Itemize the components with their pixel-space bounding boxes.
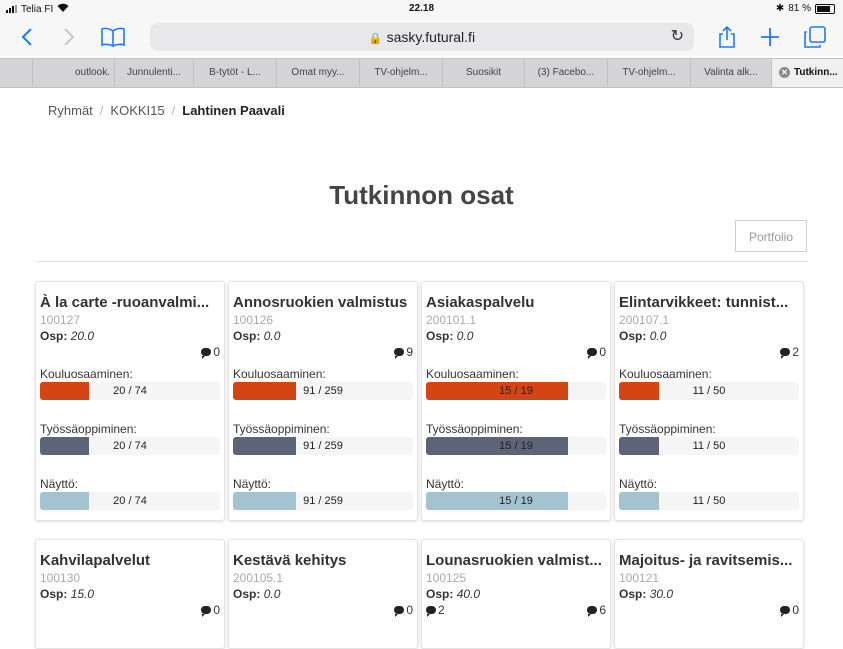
comment-count-value: 2 (792, 345, 799, 359)
osp-label: Osp: (233, 329, 261, 343)
comment-count[interactable] (587, 603, 606, 617)
breadcrumb (48, 103, 285, 118)
osp-label: Osp: (233, 587, 261, 601)
card-comments (40, 603, 220, 619)
comment-count-value: 0 (213, 345, 220, 359)
comment-count-value: 6 (599, 603, 606, 617)
osp-label: Osp: (40, 587, 68, 601)
koulu-progress-bar (233, 382, 413, 400)
comment-icon (780, 606, 790, 614)
osp-value: 0.0 (263, 587, 281, 601)
course-card[interactable] (614, 281, 804, 521)
breadcrumb-separator: / (171, 103, 176, 118)
bluetooth-icon: ✱ (775, 3, 785, 14)
clock: 22.18 (408, 3, 435, 14)
naytto-label: Näyttö: (233, 477, 272, 491)
card-title[interactable]: Asiakaspalvelu (426, 294, 535, 311)
battery-icon (815, 4, 835, 14)
card-comments (233, 603, 413, 619)
card-comments (426, 345, 606, 361)
osp-value: 0.0 (263, 329, 281, 343)
tyo-progress-text: 91 / 259 (303, 440, 343, 452)
naytto-progress-text: 91 / 259 (303, 495, 343, 507)
card-code: 100130 (40, 571, 81, 585)
card-title[interactable]: À la carte -ruoanvalmi... (40, 294, 210, 311)
tab-outlook[interactable]: outlook. (33, 59, 115, 87)
new-tab-icon[interactable] (755, 23, 785, 51)
forward-icon[interactable] (54, 23, 84, 51)
tyo-progress-text: 11 / 50 (692, 440, 726, 452)
tab-valinta[interactable]: Valinta alk... (691, 59, 772, 87)
naytto-progress-bar (40, 492, 220, 510)
card-title[interactable]: Majoitus- ja ravitsemis... (619, 552, 793, 569)
card-osp (233, 329, 413, 343)
close-tab-icon[interactable]: ✕ (779, 67, 790, 78)
koulu-label: Kouluosaaminen: (619, 367, 712, 381)
tyo-progress-text: 15 / 19 (499, 440, 533, 452)
koulu-label: Kouluosaaminen: (40, 367, 133, 381)
url-text: sasky.futural.fi (386, 29, 476, 45)
card-title[interactable]: Kahvilapalvelut (40, 552, 151, 569)
card-comments (40, 345, 220, 361)
tab-tv-ohjelm-1[interactable]: TV-ohjelm... (360, 59, 443, 87)
status-bar (0, 0, 843, 18)
naytto-label: Näyttö: (619, 477, 658, 491)
tab-tv-ohjelm-2[interactable]: TV-ohjelm... (608, 59, 691, 87)
card-osp (619, 587, 799, 601)
comment-count-value: 0 (213, 603, 220, 617)
osp-value: 30.0 (649, 587, 674, 601)
naytto-label: Näyttö: (40, 477, 79, 491)
browser-toolbar (0, 18, 843, 56)
comment-icon (587, 606, 597, 614)
tyo-label: Työssäoppiminen: (40, 422, 137, 436)
osp-value: 15.0 (70, 587, 95, 601)
comment-count[interactable] (201, 603, 220, 617)
tyo-progress-text: 20 / 74 (113, 440, 147, 452)
back-icon[interactable] (12, 23, 42, 51)
osp-label: Osp: (619, 587, 647, 601)
card-code: 100126 (233, 313, 274, 327)
naytto-progress-text: 11 / 50 (692, 495, 726, 507)
page-title: Tutkinnon osat (329, 180, 514, 210)
osp-label: Osp: (426, 587, 454, 601)
breadcrumb-separator: / (99, 103, 104, 118)
comment-icon (780, 348, 790, 356)
osp-label: Osp: (40, 329, 68, 343)
card-osp (233, 587, 413, 601)
osp-value: 20.0 (70, 329, 95, 343)
comment-count-value: 0 (406, 603, 413, 617)
reload-icon[interactable]: ↻ (670, 28, 684, 45)
tyo-progress-bar (619, 437, 799, 455)
tab-pinned[interactable] (0, 59, 33, 87)
tab-junnulenti[interactable]: Junnulenti... (115, 59, 194, 87)
battery-percent: 81 % (788, 3, 811, 14)
naytto-progress-text: 20 / 74 (113, 495, 147, 507)
card-title[interactable]: Kestävä kehitys (233, 552, 347, 569)
card-title[interactable]: Elintarvikkeet: tunnist... (619, 294, 789, 311)
osp-label: Osp: (619, 329, 647, 343)
koulu-progress-bar (619, 382, 799, 400)
tabs-overview-icon[interactable] (800, 23, 830, 51)
share-icon[interactable] (712, 23, 742, 51)
comment-count-value: 0 (792, 603, 799, 617)
tab-strip (0, 58, 843, 88)
comment-count[interactable] (394, 603, 413, 617)
osp-value: 0.0 (649, 329, 667, 343)
card-comments (619, 345, 799, 361)
comment-icon (426, 606, 436, 614)
card-osp (40, 587, 220, 601)
comment-count[interactable] (394, 345, 413, 359)
card-code: 200105.1 (233, 571, 284, 585)
card-osp (426, 329, 606, 343)
koulu-progress-text: 15 / 19 (499, 385, 533, 397)
koulu-progress-bar (426, 382, 606, 400)
card-code: 200107.1 (619, 313, 670, 327)
course-card[interactable] (421, 281, 611, 521)
comment-count-value: 0 (599, 345, 606, 359)
card-comments (426, 603, 606, 619)
tab-tutkinnon-active[interactable] (772, 59, 843, 87)
comment-count-left-value: 2 (438, 603, 445, 617)
breadcrumb-ryhmat[interactable]: Ryhmät (48, 103, 93, 118)
breadcrumb-kokki15[interactable]: KOKKI15 (110, 103, 165, 118)
tab-b-tytot[interactable]: B-tytöt - L... (194, 59, 277, 87)
card-comments (233, 345, 413, 361)
status-right (776, 3, 835, 14)
comment-count[interactable] (201, 345, 220, 359)
koulu-label: Kouluosaaminen: (233, 367, 326, 381)
tyo-progress-bar (40, 437, 220, 455)
address-bar[interactable] (150, 23, 694, 51)
card-title[interactable]: Annosruokien valmistus (233, 294, 408, 311)
koulu-progress-text: 20 / 74 (113, 385, 147, 397)
comment-count-value: 9 (406, 345, 413, 359)
comment-icon (394, 348, 404, 356)
card-code: 100127 (40, 313, 81, 327)
breadcrumb-current: Lahtinen Paavali (182, 103, 285, 118)
osp-value: 40.0 (456, 587, 481, 601)
comment-icon (587, 348, 597, 356)
carrier-label: Telia FI (21, 3, 54, 15)
koulu-progress-text: 91 / 259 (303, 385, 343, 397)
comment-icon (201, 348, 211, 356)
koulu-progress-bar (40, 382, 220, 400)
tab-active-label: Tutkinn... (794, 67, 838, 78)
tyo-progress-bar (233, 437, 413, 455)
lock-icon: 🔒 (368, 33, 383, 45)
card-code: 100121 (619, 571, 660, 585)
naytto-progress-bar (426, 492, 606, 510)
comment-count-left[interactable] (426, 603, 445, 617)
osp-label: Osp: (426, 329, 454, 343)
naytto-progress-bar (233, 492, 413, 510)
comment-count[interactable] (780, 603, 799, 617)
comment-icon (394, 606, 404, 614)
bookmarks-icon[interactable] (97, 23, 129, 51)
tyo-label: Työssäoppiminen: (426, 422, 523, 436)
tyo-progress-bar (426, 437, 606, 455)
card-osp (619, 329, 799, 343)
card-code: 100125 (426, 571, 467, 585)
card-title[interactable]: Lounasruokien valmist... (426, 552, 602, 569)
divider (36, 261, 808, 262)
tab-omat-myy[interactable]: Omat myy... (277, 59, 360, 87)
naytto-progress-bar (619, 492, 799, 510)
course-card[interactable] (228, 281, 418, 521)
card-code: 200101.1 (426, 313, 477, 327)
comment-count[interactable] (587, 345, 606, 359)
naytto-label: Näyttö: (426, 477, 465, 491)
comment-count[interactable] (780, 345, 799, 359)
tab-facebook[interactable]: (3) Facebo... (525, 59, 608, 87)
portfolio-button[interactable]: Portfolio (735, 220, 807, 252)
tyo-label: Työssäoppiminen: (619, 422, 716, 436)
tyo-label: Työssäoppiminen: (233, 422, 330, 436)
koulu-label: Kouluosaaminen: (426, 367, 519, 381)
card-osp (40, 329, 220, 343)
course-card[interactable] (35, 281, 225, 521)
card-osp (426, 587, 606, 601)
koulu-progress-text: 11 / 50 (692, 385, 726, 397)
osp-value: 0.0 (456, 329, 474, 343)
naytto-progress-text: 15 / 19 (499, 495, 533, 507)
comment-icon (201, 606, 211, 614)
tab-suosikit[interactable]: Suosikit (443, 59, 525, 87)
card-comments (619, 603, 799, 619)
